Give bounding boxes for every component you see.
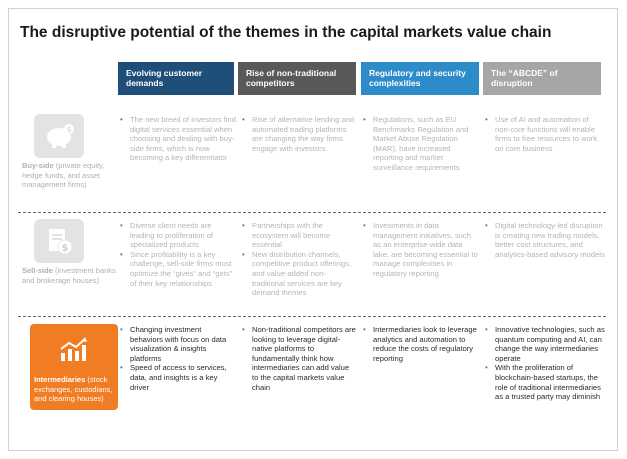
header-evolving-customer-demands: Evolving customer demands xyxy=(118,62,234,95)
growth-chart-icon xyxy=(48,328,98,372)
bullet-dot: • xyxy=(120,221,123,230)
bullet-dot: • xyxy=(485,115,488,124)
cell-buy-customer xyxy=(120,115,236,163)
cell-text: Innovative technologies, such as quantum computing and AI, can change the way intermediaries operate xyxy=(495,325,605,363)
bullet-dot: • xyxy=(485,325,488,334)
cell-text: Intermediaries look to leverage analytics and automation to reduce the costs of regulatory reporting xyxy=(373,325,477,363)
cell-int-competitors xyxy=(242,325,356,392)
segment-desc: (investment banks and brokerage houses) xyxy=(22,266,116,285)
cell-buy-competitors xyxy=(242,115,356,153)
bullet-dot: • xyxy=(242,249,245,259)
row-divider xyxy=(18,212,606,213)
cell-sell-regulatory xyxy=(363,221,479,279)
cell-text: New distribution channels, competitive product offerings, and value-added non-traditional services are key demand themes xyxy=(252,249,352,298)
bullet-dot: • xyxy=(485,221,488,230)
cell-int-customer xyxy=(120,325,236,392)
cell-text: Investments in data management initiatives, such as an enterprise-wide data lake, are becoming essential to manage complexities in regulatory reporting xyxy=(373,221,478,278)
cell-text: Partnerships with the ecosystem will become essential xyxy=(252,221,331,250)
cell-buy-abcde xyxy=(485,115,605,153)
svg-text:$: $ xyxy=(61,243,69,254)
cell-text: Digital technology-led disruption is creating new trading models, better cost structures, and analytics-based advisory models xyxy=(495,221,605,259)
cell-text: The new breed of investors find digital services essential when choosing and dealing with buy-side firms, which is now becoming a key differentiator xyxy=(130,115,236,163)
cell-text: Rise of alternative lending and automated trading platforms are changing the way firms engage with investors xyxy=(252,115,355,153)
cell-text: Use of AI and automation of non-core functions will enable firms to free resources to work on core business xyxy=(495,115,598,153)
segment-buy-side xyxy=(22,114,118,190)
segment-name: Buy-side xyxy=(22,161,54,170)
bullet-dot: • xyxy=(242,115,245,124)
bullet-dot: • xyxy=(363,115,366,124)
cell-text: Regulations, such as EU Benchmarks Regulation and Market Abuse Regulation (MAR), have increased reporting and market surveillance requirements xyxy=(373,115,469,172)
bullet-dot: • xyxy=(485,363,488,373)
bullet-dot: • xyxy=(363,325,366,334)
page-title: The disruptive potential of the themes in the capital markets value chain xyxy=(20,24,552,41)
cell-text: Speed of access to services, data, and insights is a key driver xyxy=(130,363,227,392)
cell-text: Non-traditional competitors are looking to leverage digital-native platforms to fundamentally think how intermediaries can add value to the capital markets value chain xyxy=(252,325,356,392)
header-abcde-disruption: The “ABCDE” of disruption xyxy=(483,62,601,95)
cell-sell-competitors xyxy=(242,221,356,298)
bullet-dot: • xyxy=(242,221,245,230)
segment-name: Sell-side xyxy=(22,266,53,275)
header-regulatory-complexities: Regulatory and security complexities xyxy=(361,62,479,95)
cell-text: Diverse client needs are leading to proliferation of specialized products xyxy=(130,221,214,250)
bullet-dot: • xyxy=(242,325,245,334)
cell-buy-regulatory xyxy=(363,115,479,173)
segment-intermediaries xyxy=(30,324,118,410)
cell-int-regulatory xyxy=(363,325,479,363)
cell-text: Changing investment behaviors with focus on data visualization & insights platforms xyxy=(130,325,227,363)
segment-name: Intermediaries xyxy=(34,375,86,384)
bullet-dot: • xyxy=(120,115,123,124)
piggy-bank-icon xyxy=(34,114,84,158)
cell-int-abcde xyxy=(485,325,605,402)
cell-sell-abcde xyxy=(485,221,605,259)
header-non-traditional-competitors: Rise of non-traditional competitors xyxy=(238,62,356,95)
bullet-dot: • xyxy=(363,221,366,230)
bullet-dot: • xyxy=(120,363,123,373)
segment-sell-side xyxy=(22,219,118,285)
document-dollar-icon xyxy=(34,219,84,263)
cell-sell-customer xyxy=(120,221,236,288)
cell-text: With the proliferation of blockchain-based startups, the role of traditional intermediaries as a trusted party may diminish xyxy=(495,363,601,402)
bullet-dot: • xyxy=(120,325,123,334)
row-divider xyxy=(18,316,606,317)
bullet-dot: • xyxy=(120,249,123,259)
svg-text:$: $ xyxy=(66,125,72,134)
cell-text: Since profitability is a key challenge, sell-side firms must optimize the “gives” and “gets” of their key relationships xyxy=(130,249,233,288)
segment-desc: (stock exchanges, custodians, and clearing houses) xyxy=(34,375,113,403)
segment-desc: (private equity, hedge funds, and asset management firms) xyxy=(22,161,105,189)
